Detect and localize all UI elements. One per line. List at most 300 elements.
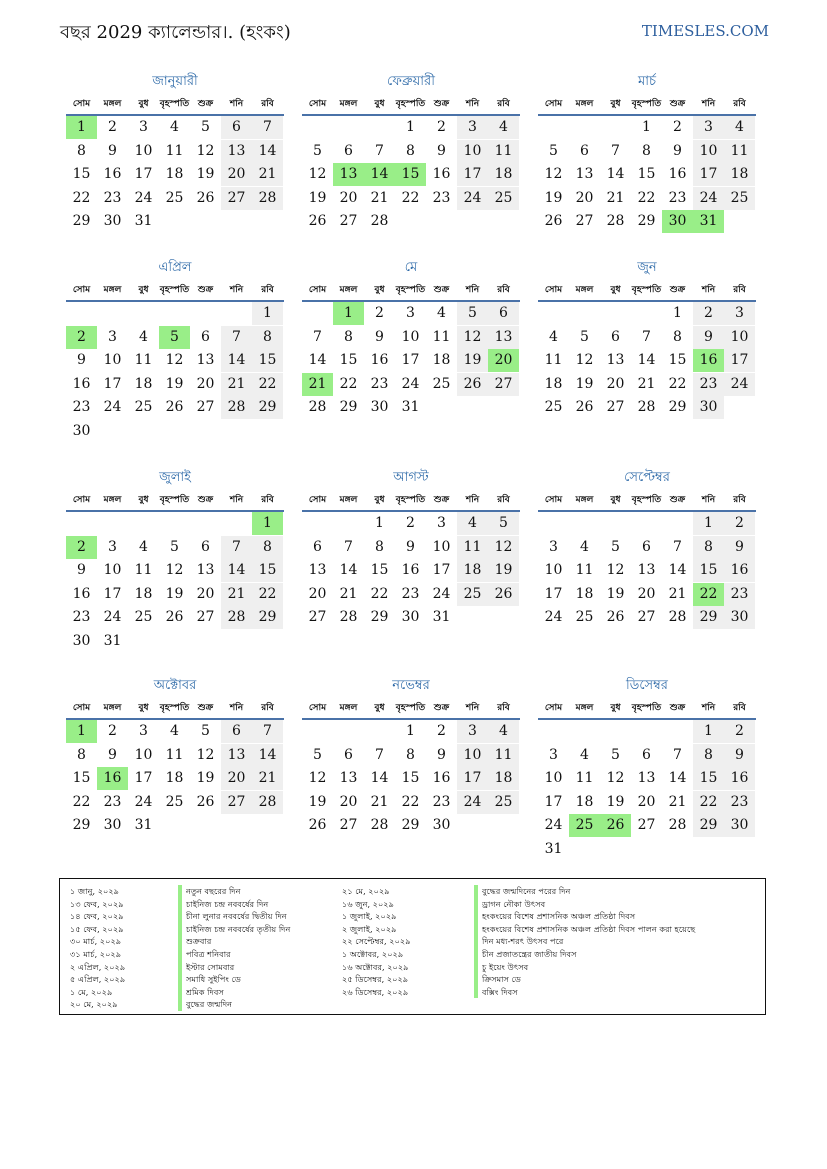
- day-cell[interactable]: 30: [724, 814, 755, 837]
- day-cell[interactable]: 16: [668, 166, 687, 182]
- day-cell[interactable]: 25: [488, 791, 519, 814]
- day-cell[interactable]: 21: [606, 189, 625, 206]
- day-cell[interactable]: 3: [693, 116, 724, 139]
- day-cell[interactable]: 22: [668, 375, 687, 392]
- day-cell[interactable]: 19: [575, 375, 594, 392]
- day-cell[interactable]: 12: [488, 536, 519, 559]
- day-cell[interactable]: 28: [606, 213, 625, 229]
- day-cell[interactable]: 10: [457, 140, 488, 163]
- day-cell[interactable]: 16: [432, 166, 451, 182]
- day-cell[interactable]: 31: [103, 632, 122, 649]
- day-cell[interactable]: 27: [606, 399, 625, 415]
- day-cell[interactable]: 18: [165, 166, 184, 182]
- day-cell[interactable]: 16: [401, 562, 420, 578]
- day-cell[interactable]: 25: [457, 583, 488, 606]
- day-cell[interactable]: 29: [693, 606, 724, 629]
- day-cell[interactable]: 29: [252, 606, 283, 629]
- day-cell[interactable]: 2: [375, 305, 384, 321]
- day-cell[interactable]: 23: [724, 791, 755, 814]
- day-cell[interactable]: 30: [103, 213, 122, 229]
- day-cell[interactable]: 14: [637, 352, 656, 368]
- day-cell[interactable]: 11: [165, 142, 184, 159]
- day-cell[interactable]: 7: [252, 116, 283, 139]
- day-cell[interactable]: 5: [488, 512, 519, 535]
- day-cell[interactable]: 1: [673, 305, 682, 321]
- day-cell[interactable]: 11: [134, 562, 153, 578]
- day-cell[interactable]: 5: [170, 538, 179, 555]
- day-cell[interactable]: 28: [370, 817, 389, 833]
- day-cell[interactable]: 3: [406, 305, 415, 321]
- day-cell[interactable]: 20: [196, 585, 215, 602]
- day-cell[interactable]: 8: [252, 536, 283, 559]
- day-cell[interactable]: 25: [724, 187, 755, 210]
- day-cell[interactable]: 19: [606, 793, 625, 810]
- day-cell[interactable]: 15: [72, 770, 91, 786]
- day-cell[interactable]: 15: [693, 559, 724, 582]
- day-cell[interactable]: 6: [221, 720, 252, 743]
- day-cell[interactable]: 24: [544, 817, 563, 833]
- day-cell[interactable]: 4: [170, 723, 179, 739]
- day-cell[interactable]: 9: [77, 352, 86, 368]
- day-cell[interactable]: 26: [165, 399, 184, 415]
- day-cell[interactable]: 30: [72, 632, 91, 649]
- day-cell[interactable]: 14: [668, 770, 687, 786]
- day-cell[interactable]: 22: [252, 583, 283, 606]
- day-cell[interactable]: 22: [637, 189, 656, 206]
- day-cell[interactable]: 27: [575, 213, 594, 229]
- day-cell[interactable]: 11: [488, 744, 519, 767]
- day-cell[interactable]: 25: [134, 609, 153, 625]
- day-cell[interactable]: 29: [668, 399, 687, 415]
- day-cell[interactable]: 24: [134, 189, 153, 206]
- day-cell[interactable]: 29: [401, 817, 420, 833]
- day-cell[interactable]: 28: [668, 609, 687, 625]
- day-cell[interactable]: 18: [134, 585, 153, 602]
- day-cell[interactable]: 27: [308, 609, 327, 625]
- day-cell[interactable]: 21: [221, 373, 252, 396]
- day-cell[interactable]: 13: [488, 326, 519, 349]
- day-cell[interactable]: 1: [66, 116, 97, 139]
- day-cell[interactable]: 15: [252, 559, 283, 582]
- day-cell[interactable]: 3: [139, 723, 148, 739]
- day-cell[interactable]: 31: [401, 399, 420, 415]
- day-cell[interactable]: 18: [134, 375, 153, 392]
- day-cell[interactable]: 7: [344, 538, 353, 555]
- day-cell[interactable]: 22: [339, 375, 358, 392]
- day-cell[interactable]: 27: [196, 609, 215, 625]
- day-cell[interactable]: 12: [165, 352, 184, 368]
- day-cell[interactable]: 16: [724, 767, 755, 790]
- day-cell[interactable]: 28: [339, 609, 358, 625]
- day-cell[interactable]: 2: [673, 119, 682, 135]
- day-cell[interactable]: 13: [637, 770, 656, 786]
- day-cell[interactable]: 4: [139, 328, 148, 345]
- day-cell[interactable]: 13: [221, 744, 252, 767]
- day-cell[interactable]: 25: [165, 189, 184, 206]
- day-cell[interactable]: 22: [401, 189, 420, 206]
- day-cell[interactable]: 23: [72, 609, 91, 625]
- day-cell[interactable]: 19: [606, 585, 625, 602]
- day-cell[interactable]: 20: [308, 585, 327, 602]
- day-cell[interactable]: 10: [401, 328, 420, 345]
- day-cell[interactable]: 10: [457, 744, 488, 767]
- day-cell[interactable]: 14: [252, 140, 283, 163]
- day-cell[interactable]: 5: [611, 538, 620, 555]
- day-cell[interactable]: 3: [139, 119, 148, 135]
- day-cell[interactable]: 3: [724, 302, 755, 325]
- day-cell[interactable]: 9: [724, 744, 755, 767]
- day-cell[interactable]: 5: [313, 746, 322, 763]
- day-cell[interactable]: 8: [693, 536, 724, 559]
- day-cell[interactable]: 21: [252, 163, 283, 186]
- day-cell[interactable]: 21: [221, 583, 252, 606]
- day-cell[interactable]: 24: [432, 585, 451, 602]
- day-cell[interactable]: 2: [437, 119, 446, 135]
- day-cell[interactable]: 4: [488, 116, 519, 139]
- day-cell[interactable]: 30: [724, 606, 755, 629]
- day-cell[interactable]: 11: [575, 770, 594, 786]
- day-cell[interactable]: 4: [457, 512, 488, 535]
- day-cell[interactable]: 27: [339, 817, 358, 833]
- day-cell[interactable]: 24: [457, 791, 488, 814]
- day-cell[interactable]: 16: [72, 585, 91, 602]
- day-cell[interactable]: 19: [196, 166, 215, 182]
- day-cell[interactable]: 14: [221, 559, 252, 582]
- day-cell[interactable]: 13: [339, 770, 358, 786]
- day-cell[interactable]: 28: [221, 606, 252, 629]
- day-cell[interactable]: 15: [637, 166, 656, 182]
- day-cell[interactable]: 13: [308, 562, 327, 578]
- day-cell[interactable]: 5: [159, 326, 190, 349]
- day-cell[interactable]: 25: [569, 814, 600, 837]
- day-cell[interactable]: 19: [308, 793, 327, 810]
- day-cell[interactable]: 10: [724, 326, 755, 349]
- day-cell[interactable]: 12: [575, 352, 594, 368]
- day-cell[interactable]: 23: [432, 189, 451, 206]
- day-cell[interactable]: 10: [693, 140, 724, 163]
- day-cell[interactable]: 26: [308, 817, 327, 833]
- day-cell[interactable]: 31: [693, 210, 724, 233]
- day-cell[interactable]: 18: [575, 585, 594, 602]
- day-cell[interactable]: 26: [600, 814, 631, 837]
- day-cell[interactable]: 2: [66, 536, 97, 559]
- day-cell[interactable]: 3: [457, 116, 488, 139]
- day-cell[interactable]: 14: [364, 163, 395, 186]
- day-cell[interactable]: 11: [165, 746, 184, 763]
- day-cell[interactable]: 23: [432, 793, 451, 810]
- day-cell[interactable]: 6: [642, 538, 651, 555]
- day-cell[interactable]: 29: [72, 213, 91, 229]
- day-cell[interactable]: 9: [375, 328, 384, 345]
- day-cell[interactable]: 25: [544, 399, 563, 415]
- day-cell[interactable]: 16: [724, 559, 755, 582]
- day-cell[interactable]: 11: [457, 536, 488, 559]
- day-cell[interactable]: 18: [544, 375, 563, 392]
- day-cell[interactable]: 26: [544, 213, 563, 229]
- day-cell[interactable]: 26: [308, 213, 327, 229]
- day-cell[interactable]: 12: [196, 142, 215, 159]
- day-cell[interactable]: 12: [606, 562, 625, 578]
- day-cell[interactable]: 18: [432, 352, 451, 368]
- day-cell[interactable]: 8: [673, 328, 682, 345]
- day-cell[interactable]: 24: [134, 793, 153, 810]
- day-cell[interactable]: 11: [575, 562, 594, 578]
- day-cell[interactable]: 18: [165, 770, 184, 786]
- day-cell[interactable]: 30: [72, 422, 91, 439]
- day-cell[interactable]: 18: [488, 767, 519, 790]
- day-cell[interactable]: 26: [457, 373, 488, 396]
- day-cell[interactable]: 12: [544, 166, 563, 182]
- day-cell[interactable]: 11: [134, 352, 153, 368]
- day-cell[interactable]: 14: [339, 562, 358, 578]
- day-cell[interactable]: 20: [339, 189, 358, 206]
- day-cell[interactable]: 1: [252, 512, 283, 535]
- day-cell[interactable]: 8: [642, 142, 651, 159]
- day-cell[interactable]: 10: [544, 562, 563, 578]
- day-cell[interactable]: 9: [673, 142, 682, 159]
- day-cell[interactable]: 14: [668, 562, 687, 578]
- day-cell[interactable]: 5: [457, 302, 488, 325]
- day-cell[interactable]: 6: [201, 328, 210, 345]
- day-cell[interactable]: 4: [580, 746, 589, 763]
- site-link[interactable]: TIMESLES.COM: [641, 22, 769, 40]
- day-cell[interactable]: 2: [406, 515, 415, 531]
- day-cell[interactable]: 9: [108, 142, 117, 159]
- day-cell[interactable]: 1: [406, 119, 415, 135]
- day-cell[interactable]: 31: [432, 609, 451, 625]
- day-cell[interactable]: 12: [196, 746, 215, 763]
- day-cell[interactable]: 6: [344, 142, 353, 159]
- day-cell[interactable]: 6: [642, 746, 651, 763]
- day-cell[interactable]: 6: [344, 746, 353, 763]
- day-cell[interactable]: 29: [370, 609, 389, 625]
- day-cell[interactable]: 23: [668, 189, 687, 206]
- day-cell[interactable]: 13: [196, 352, 215, 368]
- day-cell[interactable]: 31: [134, 817, 153, 833]
- day-cell[interactable]: 28: [668, 817, 687, 833]
- day-cell[interactable]: 5: [549, 142, 558, 159]
- day-cell[interactable]: 10: [134, 142, 153, 159]
- day-cell[interactable]: 27: [339, 213, 358, 229]
- day-cell[interactable]: 11: [488, 140, 519, 163]
- day-cell[interactable]: 26: [488, 583, 519, 606]
- day-cell[interactable]: 6: [580, 142, 589, 159]
- day-cell[interactable]: 3: [549, 746, 558, 763]
- day-cell[interactable]: 9: [693, 326, 724, 349]
- day-cell[interactable]: 10: [103, 562, 122, 578]
- day-cell[interactable]: 19: [544, 189, 563, 206]
- day-cell[interactable]: 31: [544, 840, 563, 857]
- day-cell[interactable]: 8: [77, 142, 86, 159]
- day-cell[interactable]: 16: [103, 166, 122, 182]
- day-cell[interactable]: 2: [108, 723, 117, 739]
- day-cell[interactable]: 2: [724, 720, 755, 743]
- day-cell[interactable]: 5: [201, 723, 210, 739]
- day-cell[interactable]: 1: [66, 720, 97, 743]
- day-cell[interactable]: 21: [339, 585, 358, 602]
- day-cell[interactable]: 7: [673, 538, 682, 555]
- day-cell[interactable]: 29: [693, 814, 724, 837]
- day-cell[interactable]: 18: [488, 163, 519, 186]
- day-cell[interactable]: 17: [401, 352, 420, 368]
- day-cell[interactable]: 4: [170, 119, 179, 135]
- day-cell[interactable]: 30: [103, 817, 122, 833]
- day-cell[interactable]: 29: [72, 817, 91, 833]
- day-cell[interactable]: 18: [575, 793, 594, 810]
- day-cell[interactable]: 1: [375, 515, 384, 531]
- day-cell[interactable]: 8: [693, 744, 724, 767]
- day-cell[interactable]: 1: [406, 723, 415, 739]
- day-cell[interactable]: 21: [252, 767, 283, 790]
- day-cell[interactable]: 9: [437, 142, 446, 159]
- day-cell[interactable]: 24: [457, 187, 488, 210]
- day-cell[interactable]: 6: [488, 302, 519, 325]
- day-cell[interactable]: 7: [221, 326, 252, 349]
- day-cell[interactable]: 4: [724, 116, 755, 139]
- day-cell[interactable]: 20: [637, 585, 656, 602]
- day-cell[interactable]: 7: [221, 536, 252, 559]
- day-cell[interactable]: 12: [606, 770, 625, 786]
- day-cell[interactable]: 17: [103, 375, 122, 392]
- day-cell[interactable]: 9: [406, 538, 415, 555]
- day-cell[interactable]: 20: [488, 349, 519, 372]
- day-cell[interactable]: 19: [196, 770, 215, 786]
- day-cell[interactable]: 8: [375, 538, 384, 555]
- day-cell[interactable]: 1: [252, 302, 283, 325]
- day-cell[interactable]: 16: [693, 349, 724, 372]
- day-cell[interactable]: 16: [432, 770, 451, 786]
- day-cell[interactable]: 15: [395, 163, 426, 186]
- day-cell[interactable]: 16: [97, 767, 128, 790]
- day-cell[interactable]: 23: [72, 399, 91, 415]
- day-cell[interactable]: 17: [457, 163, 488, 186]
- day-cell[interactable]: 27: [196, 399, 215, 415]
- day-cell[interactable]: 27: [637, 817, 656, 833]
- day-cell[interactable]: 3: [108, 328, 117, 345]
- day-cell[interactable]: 17: [457, 767, 488, 790]
- day-cell[interactable]: 28: [252, 791, 283, 814]
- day-cell[interactable]: 17: [693, 163, 724, 186]
- day-cell[interactable]: 26: [196, 793, 215, 810]
- day-cell[interactable]: 27: [637, 609, 656, 625]
- day-cell[interactable]: 3: [437, 515, 446, 531]
- day-cell[interactable]: 17: [724, 349, 755, 372]
- day-cell[interactable]: 15: [72, 166, 91, 182]
- day-cell[interactable]: 15: [668, 352, 687, 368]
- day-cell[interactable]: 20: [196, 375, 215, 392]
- day-cell[interactable]: 10: [134, 746, 153, 763]
- day-cell[interactable]: 18: [457, 559, 488, 582]
- day-cell[interactable]: 17: [134, 166, 153, 182]
- day-cell[interactable]: 8: [406, 746, 415, 763]
- day-cell[interactable]: 17: [544, 585, 563, 602]
- day-cell[interactable]: 22: [370, 585, 389, 602]
- day-cell[interactable]: 4: [139, 538, 148, 555]
- day-cell[interactable]: 3: [457, 720, 488, 743]
- day-cell[interactable]: 15: [339, 352, 358, 368]
- day-cell[interactable]: 14: [370, 770, 389, 786]
- day-cell[interactable]: 22: [252, 373, 283, 396]
- day-cell[interactable]: 28: [308, 399, 327, 415]
- day-cell[interactable]: 1: [693, 512, 724, 535]
- day-cell[interactable]: 21: [370, 793, 389, 810]
- day-cell[interactable]: 30: [662, 210, 693, 233]
- day-cell[interactable]: 28: [370, 213, 389, 229]
- day-cell[interactable]: 24: [103, 399, 122, 415]
- day-cell[interactable]: 3: [549, 538, 558, 555]
- day-cell[interactable]: 15: [252, 349, 283, 372]
- day-cell[interactable]: 7: [642, 328, 651, 345]
- day-cell[interactable]: 25: [575, 609, 594, 625]
- day-cell[interactable]: 20: [575, 189, 594, 206]
- day-cell[interactable]: 2: [66, 326, 97, 349]
- day-cell[interactable]: 23: [103, 189, 122, 206]
- day-cell[interactable]: 24: [724, 373, 755, 396]
- day-cell[interactable]: 13: [606, 352, 625, 368]
- day-cell[interactable]: 24: [401, 375, 420, 392]
- day-cell[interactable]: 26: [165, 609, 184, 625]
- day-cell[interactable]: 23: [103, 793, 122, 810]
- day-cell[interactable]: 19: [457, 349, 488, 372]
- day-cell[interactable]: 15: [693, 767, 724, 790]
- day-cell[interactable]: 23: [401, 585, 420, 602]
- day-cell[interactable]: 26: [196, 189, 215, 206]
- day-cell[interactable]: 7: [252, 720, 283, 743]
- day-cell[interactable]: 23: [724, 583, 755, 606]
- day-cell[interactable]: 22: [72, 189, 91, 206]
- day-cell[interactable]: 13: [575, 166, 594, 182]
- day-cell[interactable]: 7: [313, 328, 322, 345]
- day-cell[interactable]: 25: [488, 187, 519, 210]
- day-cell[interactable]: 13: [333, 163, 364, 186]
- day-cell[interactable]: 25: [432, 375, 451, 392]
- day-cell[interactable]: 1: [642, 119, 651, 135]
- day-cell[interactable]: 21: [302, 373, 333, 396]
- day-cell[interactable]: 31: [134, 213, 153, 229]
- day-cell[interactable]: 11: [544, 352, 563, 368]
- day-cell[interactable]: 17: [134, 770, 153, 786]
- day-cell[interactable]: 13: [196, 562, 215, 578]
- day-cell[interactable]: 30: [693, 396, 724, 419]
- day-cell[interactable]: 27: [221, 187, 252, 210]
- day-cell[interactable]: 15: [401, 770, 420, 786]
- day-cell[interactable]: 30: [432, 817, 451, 833]
- day-cell[interactable]: 30: [370, 399, 389, 415]
- day-cell[interactable]: 21: [668, 585, 687, 602]
- day-cell[interactable]: 27: [488, 373, 519, 396]
- day-cell[interactable]: 15: [370, 562, 389, 578]
- day-cell[interactable]: 20: [221, 767, 252, 790]
- day-cell[interactable]: 3: [108, 538, 117, 555]
- day-cell[interactable]: 29: [252, 396, 283, 419]
- day-cell[interactable]: 14: [308, 352, 327, 368]
- day-cell[interactable]: 29: [637, 213, 656, 229]
- day-cell[interactable]: 14: [606, 166, 625, 182]
- day-cell[interactable]: 1: [333, 302, 364, 325]
- day-cell[interactable]: 5: [611, 746, 620, 763]
- day-cell[interactable]: 18: [724, 163, 755, 186]
- day-cell[interactable]: 16: [370, 352, 389, 368]
- day-cell[interactable]: 23: [693, 373, 724, 396]
- day-cell[interactable]: 6: [201, 538, 210, 555]
- day-cell[interactable]: 4: [488, 720, 519, 743]
- day-cell[interactable]: 8: [406, 142, 415, 159]
- day-cell[interactable]: 7: [673, 746, 682, 763]
- day-cell[interactable]: 24: [693, 187, 724, 210]
- day-cell[interactable]: 2: [108, 119, 117, 135]
- day-cell[interactable]: 5: [580, 328, 589, 345]
- day-cell[interactable]: 20: [339, 793, 358, 810]
